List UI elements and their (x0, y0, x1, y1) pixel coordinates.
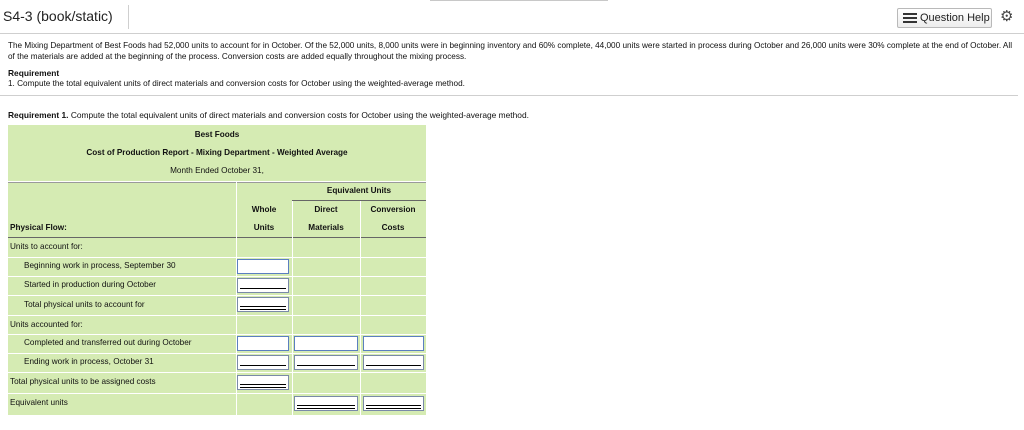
top-divider (430, 0, 608, 1)
units-accounted-label: Units accounted for: (10, 320, 83, 329)
ending-wip-label: Ending work in process, October 31 (24, 357, 154, 366)
report-company: Best Foods (194, 130, 240, 139)
gear-icon[interactable]: ⚙ (1000, 8, 1014, 25)
total-to-account-whole-input[interactable] (237, 297, 289, 312)
direct-materials-header-1: Direct (314, 205, 338, 214)
row-sep (8, 315, 426, 316)
completed-label: Completed and transferred out during October (24, 338, 192, 347)
row-sep (8, 334, 426, 335)
total-assigned-whole-input[interactable] (237, 375, 289, 390)
beginning-wip-label: Beginning work in process, September 30 (24, 261, 176, 270)
requirement-1-text: Compute the total equivalent units of direct materials and conversion costs for October using the weighted-average method. (68, 110, 529, 120)
report-title: Cost of Production Report - Mixing Department - Weighted Average (86, 148, 348, 157)
page-title: S4-3 (book/static) (3, 8, 113, 24)
direct-materials-header-2: Materials (308, 223, 344, 232)
whole-units-header-2: Units (253, 223, 275, 232)
requirement-1-instruction (8, 110, 529, 120)
col-sep-3 (360, 201, 361, 415)
conversion-costs-header-1: Conversion (370, 205, 416, 214)
ending-dm-input[interactable] (294, 355, 358, 370)
title-separator (128, 5, 129, 29)
question-help-label: Question Help (920, 12, 990, 24)
whole-units-header-1: Whole (251, 205, 277, 214)
cost-of-production-report (8, 125, 426, 415)
completed-cc-input[interactable] (363, 336, 424, 351)
started-label: Started in production during October (24, 280, 156, 289)
report-period: Month Ended October 31, (170, 166, 264, 175)
requirement-1-label: Requirement 1. (8, 110, 69, 120)
header-top-rule (8, 182, 426, 183)
ending-whole-input[interactable] (237, 355, 289, 370)
total-to-account-label: Total physical units to account for (24, 300, 145, 309)
equivalent-dm-input[interactable] (294, 396, 358, 411)
row-sep (8, 372, 426, 373)
list-icon (903, 13, 917, 23)
total-assigned-label: Total physical units to be assigned costs (10, 377, 156, 386)
row-sep (8, 353, 426, 354)
row-sep (8, 257, 426, 258)
started-whole-input[interactable] (237, 278, 289, 293)
top-bar (0, 0, 1024, 34)
section-divider (0, 95, 1018, 96)
equivalent-cc-input[interactable] (363, 396, 424, 411)
equivalent-units-rule (292, 200, 426, 201)
requirement-heading: Requirement (8, 68, 60, 78)
units-to-account-label: Units to account for: (10, 242, 83, 251)
row-sep (8, 295, 426, 296)
equivalent-units-label: Equivalent units (10, 398, 68, 407)
ending-cc-input[interactable] (363, 355, 424, 370)
physical-flow-label: Physical Flow: (10, 223, 67, 232)
equivalent-units-header: Equivalent Units (326, 186, 392, 195)
completed-whole-input[interactable] (237, 336, 289, 351)
problem-statement: The Mixing Department of Best Foods had 52,000 units to account for in October. Of the 52,000 units, 8,000 units were in beginning inventory and 60% complete, 44,000 units were started in process during October and 26,000 units were 30% complete at the end of October. All of the materials are added at the beginning of the process. Conversion costs are added equally throughout the mixing process. (8, 41, 1013, 61)
completed-dm-input[interactable] (294, 336, 358, 351)
col-sep-2 (292, 201, 293, 415)
requirement-text: 1. Compute the total equivalent units of direct materials and conversion costs for October using the weighted-average method. (8, 79, 465, 88)
question-help-button[interactable] (897, 8, 992, 28)
beginning-wip-whole-input[interactable] (237, 259, 289, 274)
row-sep (8, 276, 426, 277)
conversion-costs-header-2: Costs (381, 223, 405, 232)
row-sep (8, 393, 426, 394)
